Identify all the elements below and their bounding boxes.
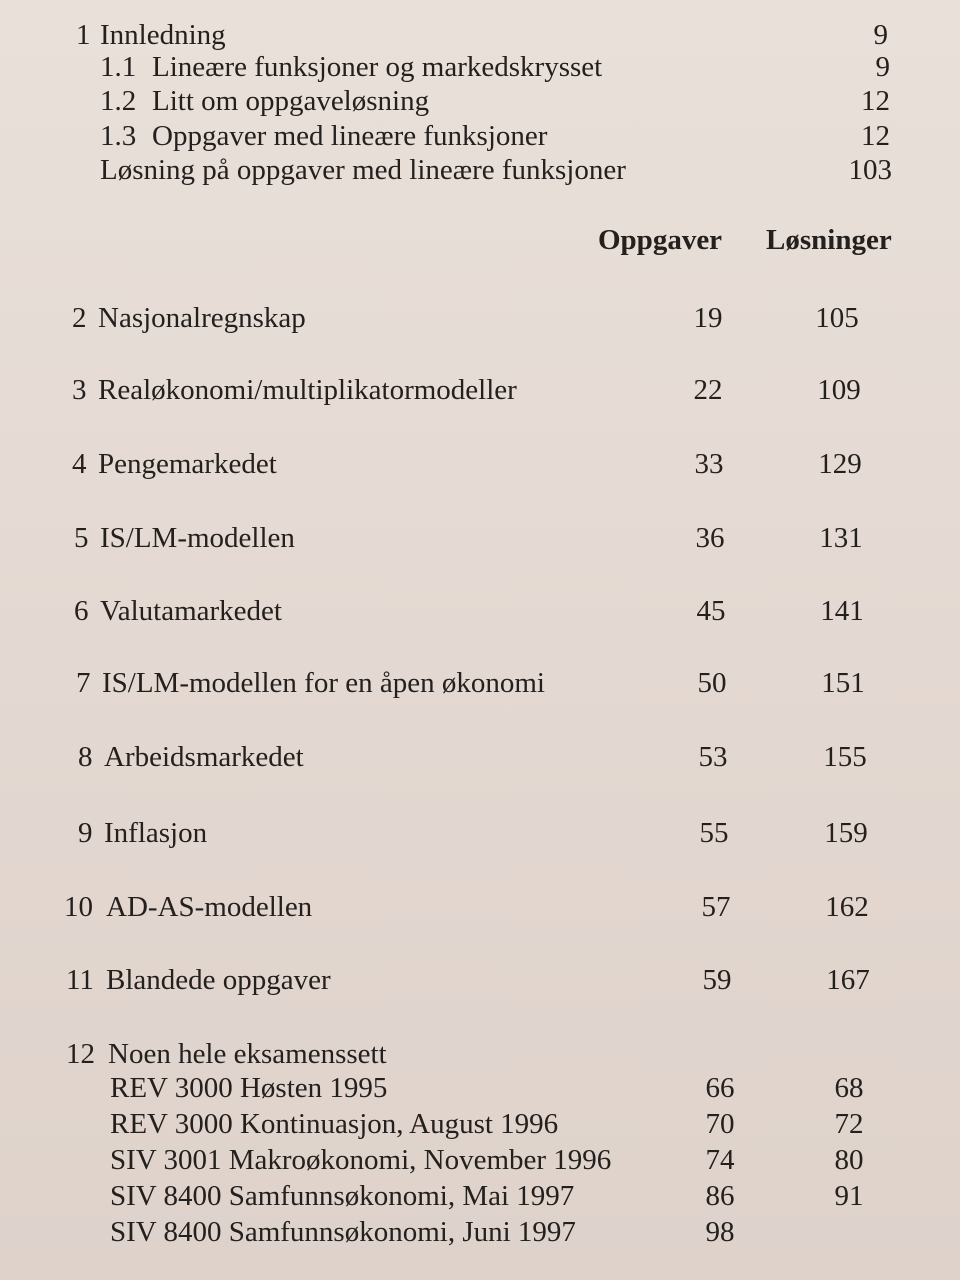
exam-set-row bbox=[0, 1140, 960, 1180]
section-title: Litt om oppgaveløsning bbox=[152, 85, 430, 117]
page-number: 103 bbox=[848, 154, 892, 186]
toc-chapter-row bbox=[0, 737, 960, 777]
losninger-page: 151 bbox=[821, 667, 865, 699]
chapter-title: Arbeidsmarkedet bbox=[104, 741, 304, 773]
losninger-page: 91 bbox=[834, 1180, 864, 1212]
chapter-title: Realøkonomi/multiplikatormodeller bbox=[98, 374, 517, 406]
losninger-page: 141 bbox=[820, 595, 864, 627]
oppgaver-page: 86 bbox=[705, 1180, 735, 1212]
column-header-losninger: Løsninger bbox=[766, 224, 892, 256]
losninger-page: 159 bbox=[824, 817, 868, 849]
oppgaver-page: 59 bbox=[702, 964, 732, 996]
chapter-title: Inflasjon bbox=[104, 817, 208, 849]
oppgaver-page: 55 bbox=[699, 817, 729, 849]
toc-chapter-row bbox=[0, 518, 960, 558]
chapter-number: 2 bbox=[72, 302, 87, 334]
page-number: 9 bbox=[875, 51, 890, 83]
oppgaver-page: 70 bbox=[705, 1108, 735, 1140]
exam-set-row bbox=[0, 1068, 960, 1108]
losninger-page: 80 bbox=[834, 1144, 864, 1176]
losninger-page: 72 bbox=[834, 1108, 864, 1140]
toc-chapter-row bbox=[0, 960, 960, 1000]
chapter-number: 6 bbox=[74, 595, 89, 627]
section-number: 1.1 bbox=[100, 51, 137, 83]
chapter-title: AD-AS-modellen bbox=[106, 891, 313, 923]
oppgaver-page: 57 bbox=[701, 891, 731, 923]
toc-chapter-row bbox=[0, 298, 960, 338]
oppgaver-page: 45 bbox=[696, 595, 726, 627]
column-header-oppgaver: Oppgaver bbox=[598, 224, 723, 256]
chapter-number: 7 bbox=[76, 667, 91, 699]
oppgaver-page: 98 bbox=[705, 1216, 735, 1248]
oppgaver-page: 33 bbox=[694, 448, 724, 480]
chapter-number: 12 bbox=[66, 1038, 95, 1070]
losninger-page: 109 bbox=[817, 374, 861, 406]
toc-chapter-row bbox=[0, 444, 960, 484]
toc-section bbox=[0, 81, 960, 121]
section-title: Oppgaver med lineære funksjoner bbox=[152, 120, 548, 152]
losninger-page: 155 bbox=[823, 741, 867, 773]
losninger-page: 131 bbox=[819, 522, 863, 554]
chapter-number: 11 bbox=[66, 964, 94, 996]
oppgaver-page: 74 bbox=[705, 1144, 735, 1176]
exam-title: SIV 8400 Samfunnsøkonomi, Mai 1997 bbox=[110, 1180, 575, 1212]
page-number: 9 bbox=[873, 19, 888, 51]
oppgaver-page: 22 bbox=[693, 374, 723, 406]
chapter-number: 9 bbox=[78, 817, 93, 849]
chapter-title: Valutamarkedet bbox=[100, 595, 282, 627]
toc-chapter-row bbox=[0, 591, 960, 631]
chapter-title: Innledning bbox=[100, 19, 226, 51]
exam-set-row bbox=[0, 1212, 960, 1252]
toc-chapter-row bbox=[0, 887, 960, 927]
chapter-title: IS/LM-modellen bbox=[100, 522, 295, 554]
section-number: 1.2 bbox=[100, 85, 137, 117]
exam-title: REV 3000 Høsten 1995 bbox=[110, 1072, 388, 1104]
toc-chapter-row bbox=[0, 663, 960, 703]
losninger-page: 105 bbox=[815, 302, 859, 334]
oppgaver-page: 36 bbox=[695, 522, 725, 554]
solution-title: Løsning på oppgaver med lineære funksjoner bbox=[100, 154, 626, 186]
exam-title: REV 3000 Kontinuasjon, August 1996 bbox=[110, 1108, 559, 1140]
page-number: 12 bbox=[861, 85, 890, 117]
chapter-number: 1 bbox=[76, 19, 91, 51]
oppgaver-page: 19 bbox=[693, 302, 723, 334]
section-number: 1.3 bbox=[100, 120, 137, 152]
page-number: 12 bbox=[861, 120, 890, 152]
section-title: Lineære funksjoner og markedskrysset bbox=[152, 51, 603, 83]
toc-chapter-row bbox=[0, 813, 960, 853]
exam-set-row bbox=[0, 1176, 960, 1216]
chapter-title: Nasjonalregnskap bbox=[98, 302, 306, 334]
oppgaver-page: 50 bbox=[697, 667, 727, 699]
losninger-page: 162 bbox=[825, 891, 869, 923]
losninger-page: 129 bbox=[818, 448, 862, 480]
chapter-title: IS/LM-modellen for en åpen økonomi bbox=[102, 667, 545, 699]
chapter-title: Noen hele eksamenssett bbox=[108, 1038, 387, 1070]
chapter-title: Blandede oppgaver bbox=[106, 964, 331, 996]
chapter-number: 5 bbox=[74, 522, 89, 554]
losninger-page: 167 bbox=[826, 964, 870, 996]
losninger-page: 68 bbox=[834, 1072, 864, 1104]
exam-set-row bbox=[0, 1104, 960, 1144]
chapter-number: 4 bbox=[72, 448, 87, 480]
oppgaver-page: 53 bbox=[698, 741, 728, 773]
chapter-number: 3 bbox=[72, 374, 87, 406]
toc-chapter-row bbox=[0, 370, 960, 410]
chapter-number: 10 bbox=[64, 891, 93, 923]
chapter-number: 8 bbox=[78, 741, 93, 773]
exam-title: SIV 8400 Samfunnsøkonomi, Juni 1997 bbox=[110, 1216, 576, 1248]
oppgaver-page: 66 bbox=[705, 1072, 735, 1104]
chapter-title: Pengemarkedet bbox=[98, 448, 277, 480]
toc-solution bbox=[0, 150, 960, 190]
exam-title: SIV 3001 Makroøkonomi, November 1996 bbox=[110, 1144, 612, 1176]
